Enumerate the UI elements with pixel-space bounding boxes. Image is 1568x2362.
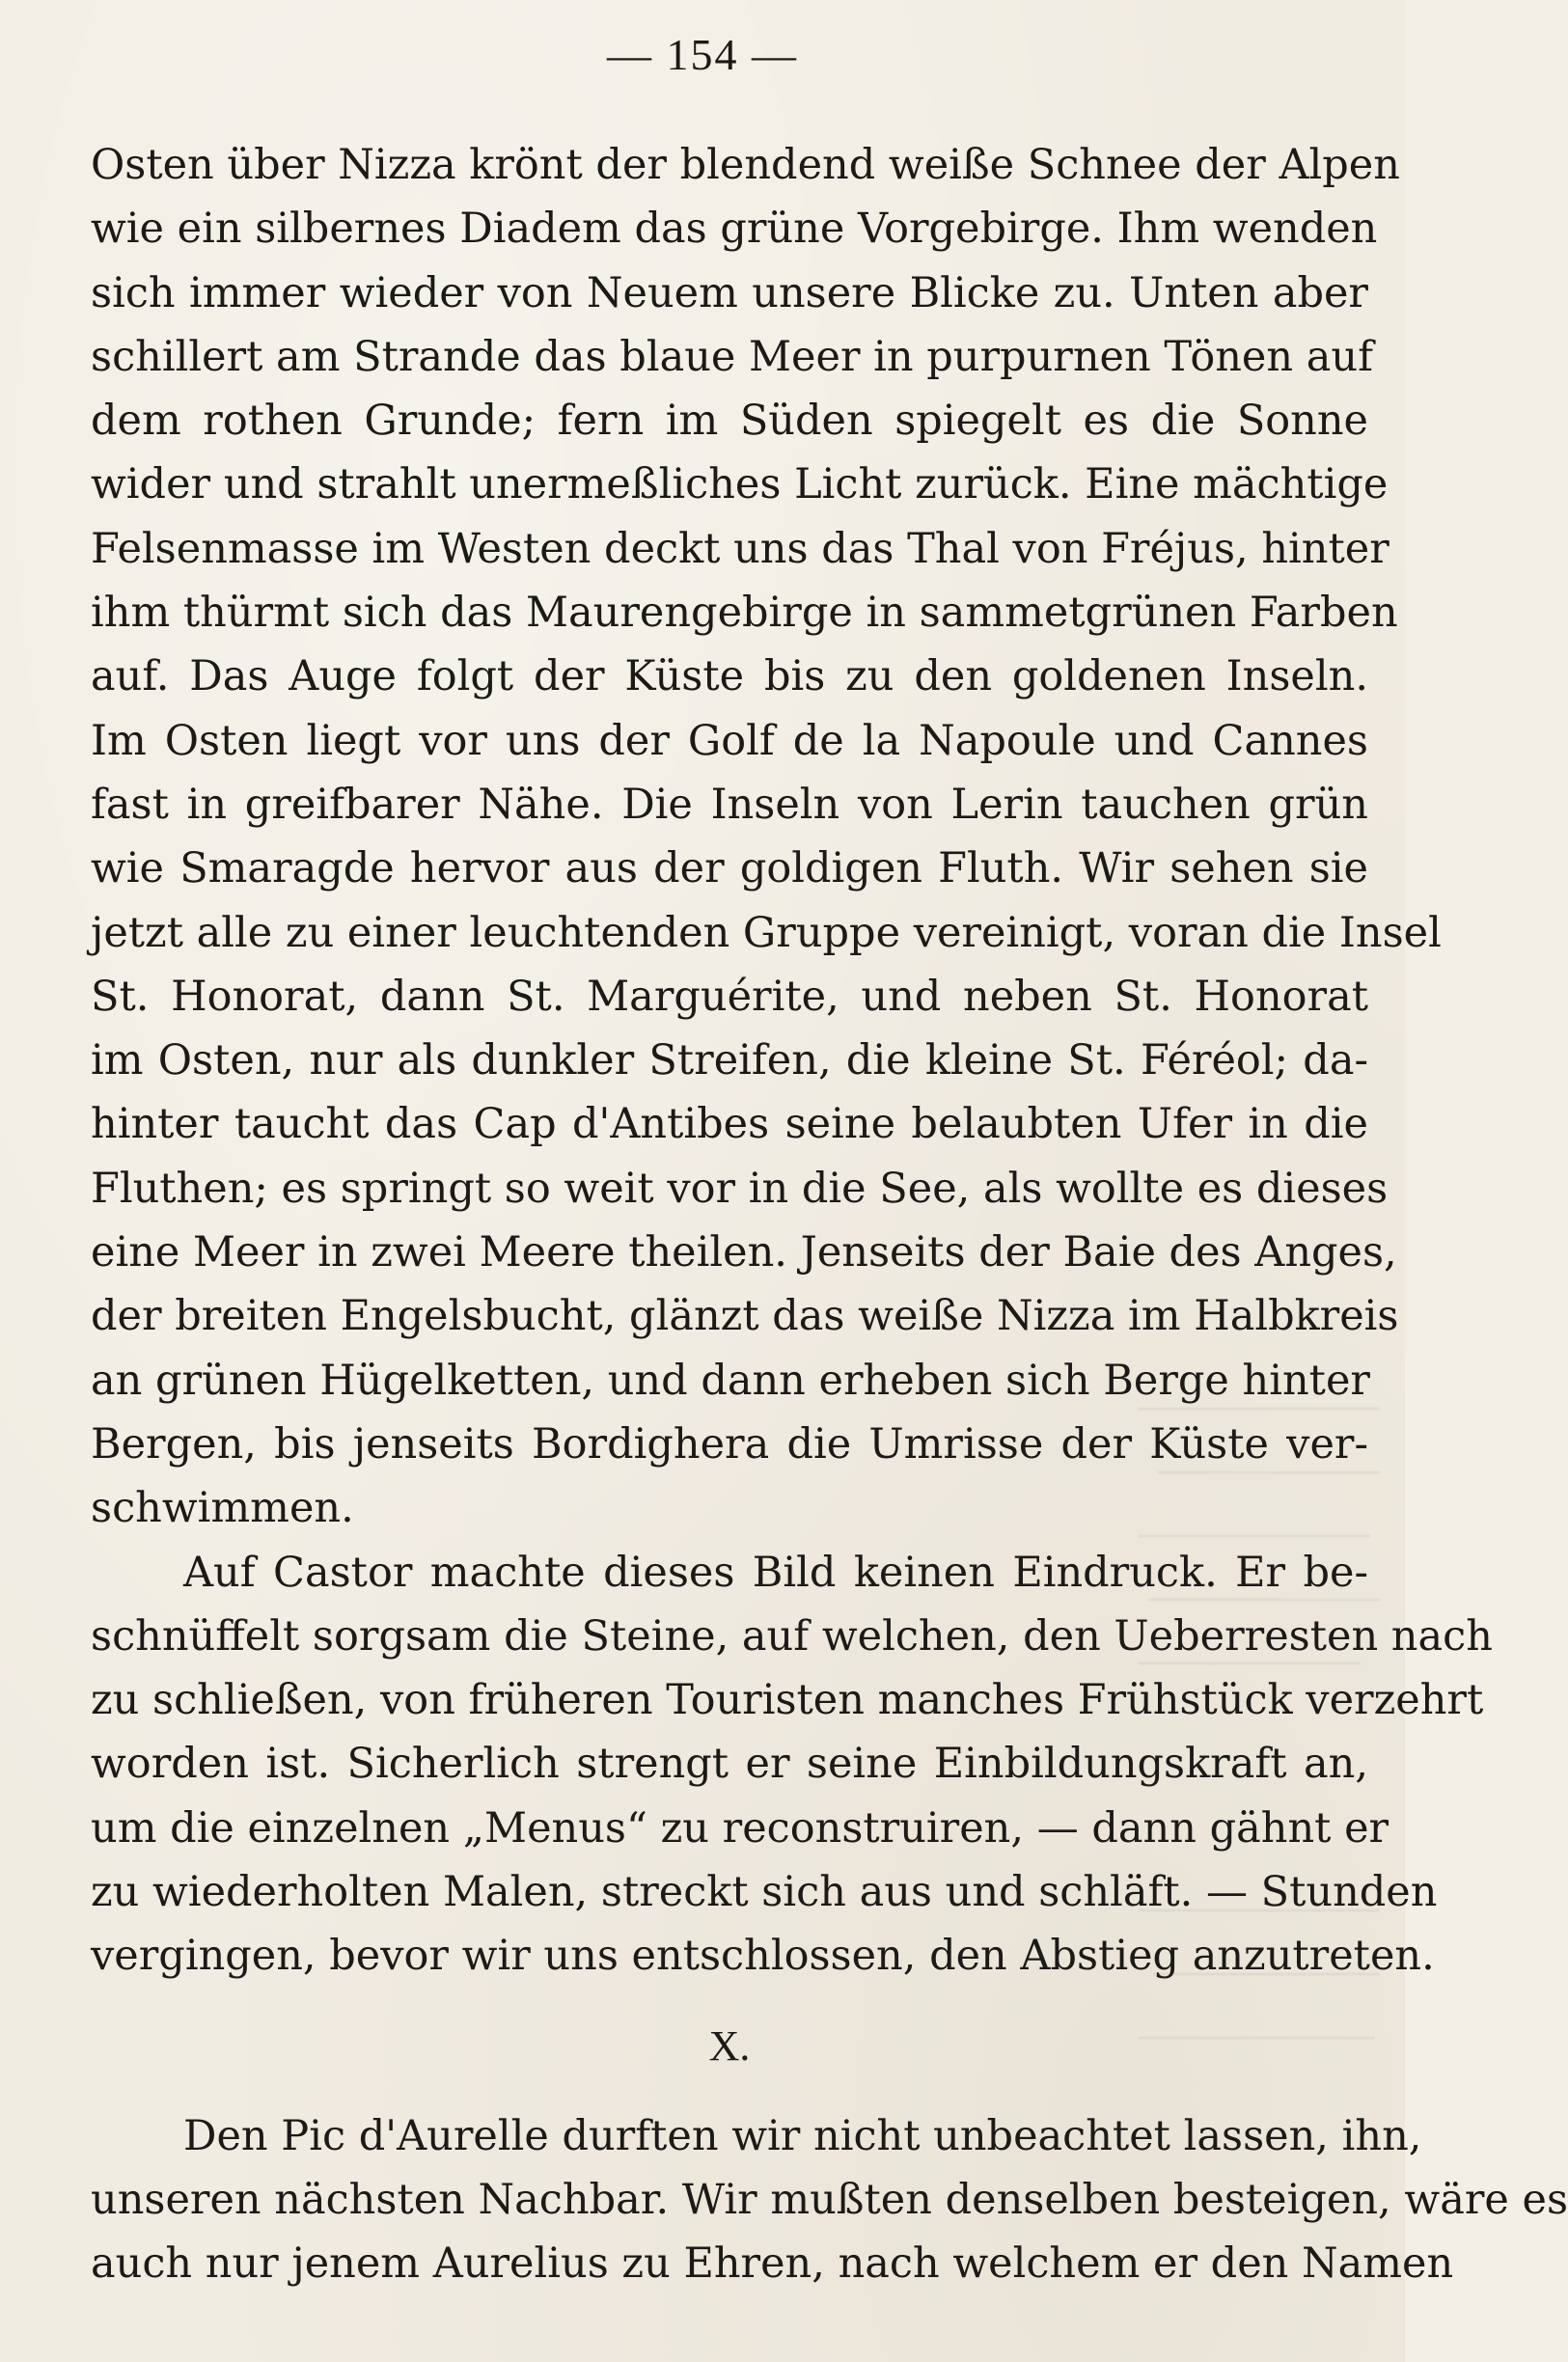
- text-line: jetzt alle zu einer leuchtenden Gruppe vereinigt, voran die Insel: [91, 908, 1442, 957]
- section-heading: X.: [708, 2021, 751, 2070]
- text-line: vergingen, bevor wir uns entschlossen, den Abstieg anzutreten.: [91, 1932, 1435, 1981]
- body-text: [91, 133, 1568, 2296]
- text-line: worden ist. Sicherlich strengt er seine Einbildungskraft an,: [91, 1740, 1368, 1789]
- text-line: eine Meer in zwei Meere theilen. Jenseits der Baie des Anges,: [91, 1228, 1397, 1277]
- text-line: schillert am Strande das blaue Meer in purpurnen Tönen auf: [91, 332, 1373, 381]
- text-line: unseren nächsten Nachbar. Wir mußten denselben besteigen, wäre es: [91, 2175, 1568, 2224]
- text-line: an grünen Hügelketten, und dann erheben sich Berge hinter: [91, 1356, 1370, 1405]
- paragraph-1: [91, 133, 1442, 1541]
- text-line: Fluthen; es springt so weit vor in die See, als wollte es dieses: [91, 1164, 1389, 1213]
- text-line: schnüffelt sorgsam die Steine, auf welchen, den Ueberresten nach: [91, 1611, 1493, 1661]
- text-line: ihm thürmt sich das Maurengebirge in sammetgrünen Farben: [91, 589, 1398, 638]
- text-line: Den Pic d'Aurelle durften wir nicht unbeachtet lassen, ihn,: [183, 2111, 1422, 2160]
- text-line: zu schließen, von früheren Touristen manches Frühstück verzehrt: [91, 1676, 1484, 1725]
- text-line: hinter taucht das Cap d'Antibes seine belaubten Ufer in die: [91, 1100, 1368, 1149]
- paragraph-2: [91, 1541, 1493, 1989]
- text-line: zu wiederholten Malen, streckt sich aus und schläft. — Stunden: [91, 1868, 1438, 1917]
- text-line: auch nur jenem Aurelius zu Ehren, nach welchem er den Namen: [91, 2239, 1454, 2289]
- text-line: Im Osten liegt vor uns der Golf de la Napoule und Cannes: [91, 716, 1368, 765]
- text-line: wie ein silbernes Diadem das grüne Vorgebirge. Ihm wenden: [91, 205, 1378, 254]
- text-line: schwimmen.: [91, 1484, 354, 1533]
- paragraph-3: [91, 2104, 1568, 2296]
- text-line: St. Honorat, dann St. Marguérite, und neben St. Honorat: [91, 972, 1368, 1021]
- text-line: sich immer wieder von Neuem unsere Blicke zu. Unten aber: [91, 268, 1368, 317]
- text-line: um die einzelnen „Menus“ zu reconstruiren, — dann gähnt er: [91, 1803, 1389, 1853]
- text-line: Auf Castor machte dieses Bild keinen Eindruck. Er be-: [183, 1548, 1368, 1597]
- text-line: Bergen, bis jenseits Bordighera die Umrisse der Küste ver-: [91, 1419, 1368, 1469]
- text-line: dem rothen Grunde; fern im Süden spiegelt es die Sonne: [91, 397, 1368, 446]
- text-line: wider und strahlt unermeßliches Licht zurück. Eine mächtige: [91, 460, 1389, 509]
- text-line: wie Smaragde hervor aus der goldigen Fluth. Wir sehen sie: [91, 844, 1368, 893]
- text-line: fast in greifbarer Nähe. Die Inseln von Lerin tauchen grün: [91, 780, 1368, 829]
- text-line: Felsenmasse im Westen deckt uns das Thal von Fréjus, hinter: [91, 524, 1389, 573]
- text-line: im Osten, nur als dunkler Streifen, die kleine St. Féréol; da-: [91, 1036, 1368, 1085]
- text-line: auf. Das Auge folgt der Küste bis zu den goldenen Inseln.: [91, 652, 1368, 701]
- text-line: Osten über Nizza krönt der blendend weiße Schnee der Alpen: [91, 141, 1400, 189]
- page-number: — 154 —: [607, 30, 798, 79]
- text-line: der breiten Engelsbucht, glänzt das weiße Nizza im Halbkreis: [91, 1292, 1399, 1341]
